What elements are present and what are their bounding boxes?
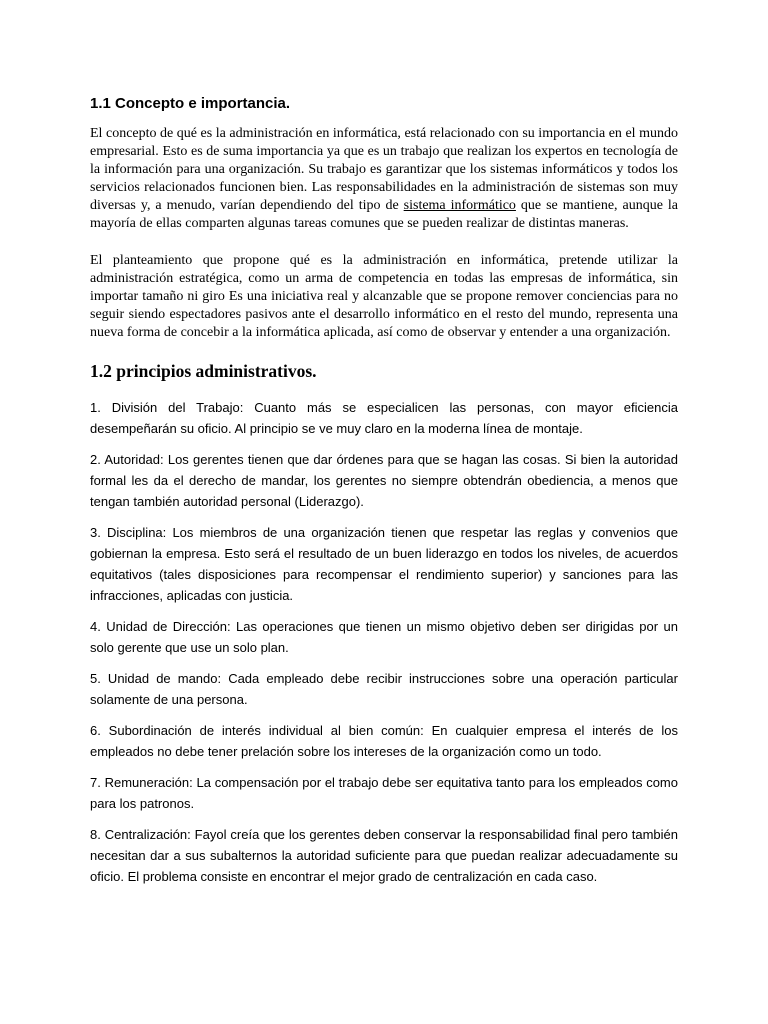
principle-item: 1. División del Trabajo: Cuanto más se especialicen las personas, con mayor eficiencia desempeñarán su oficio. Al principio se ve muy claro en la moderna línea de montaje. bbox=[90, 400, 678, 436]
sistema-informatico-link[interactable]: sistema informático bbox=[403, 198, 516, 213]
principle-item: 3. Disciplina: Los miembros de una organización tienen que respetar las reglas y convenios que gobiernan la empresa. Esto será el resultado de un buen liderazgo en todos los niveles, de acuerdos equitativos (tales disposiciones para recompensar el rendimiento superior) y sanciones para las infracciones, aplicadas con justicia. bbox=[90, 525, 678, 603]
principle-item: 7. Remuneración: La compensación por el trabajo debe ser equitativa tanto para los empleados como para los patronos. bbox=[90, 775, 678, 811]
paragraph-1-text: El concepto de qué es la administración en informática, está relacionado con su importancia en el mundo empresarial. Esto es de suma importancia ya que es un trabajo que realizan los expertos en tecnología de la información para una organización. Su trabajo es garantizar que los sistemas informáticos y todos los servicios relacionados funcionen bien. Las responsabilidades en la administración de sistemas son muy diversas y, a menudo, varían dependiendo del tipo de bbox=[90, 126, 678, 213]
section-1-paragraph-2: El planteamiento que propone qué es la administración en informática, pretende utilizar la administración estratégica, como un arma de competencia en todas las empresas de informática, sin importar tamaño ni giro Es una iniciativa real y alcanzable que se propone remover conciencias para no seguir siendo espectadores pasivos ante el desarrollo informático en el resto del mundo, representa una nueva forma de concebir a la informática aplicada, así como de observar y entender a una organización. bbox=[90, 253, 678, 340]
section-1-paragraph-1 bbox=[90, 125, 678, 233]
principle-item: 6. Subordinación de interés individual al bien común: En cualquier empresa el interés de los empleados no debe tener prelación sobre los intereses de la organización como un todo. bbox=[90, 723, 678, 759]
section-2-heading: 1.2 principios administrativos. bbox=[90, 361, 317, 381]
principle-item: 4. Unidad de Dirección: Las operaciones que tienen un mismo objetivo deben ser dirigidas por un solo gerente que use un solo plan. bbox=[90, 619, 678, 655]
principle-item: 8. Centralización: Fayol creía que los gerentes deben conservar la responsabilidad final pero también necesitan dar a sus subalternos la autoridad suficiente para que puedan realizar adecuadamente su oficio. El problema consiste en encontrar el mejor grado de centralización en cada caso. bbox=[90, 827, 678, 884]
section-1-heading: 1.1 Concepto e importancia. bbox=[90, 95, 291, 112]
principle-item: 5. Unidad de mando: Cada empleado debe recibir instrucciones sobre una operación particular solamente de una persona. bbox=[90, 671, 678, 707]
paragraph-1-tail: que se mantiene, aunque la mayoría de ellas comparten algunas tareas comunes que se pueden realizar de distintas maneras. bbox=[90, 198, 679, 231]
principle-item: 2. Autoridad: Los gerentes tienen que dar órdenes para que se hagan las cosas. Si bien la autoridad formal les da el derecho de mandar, los gerentes no siempre obtendrán obediencia, a menos que tengan también autoridad personal (Liderazgo). bbox=[90, 452, 678, 509]
